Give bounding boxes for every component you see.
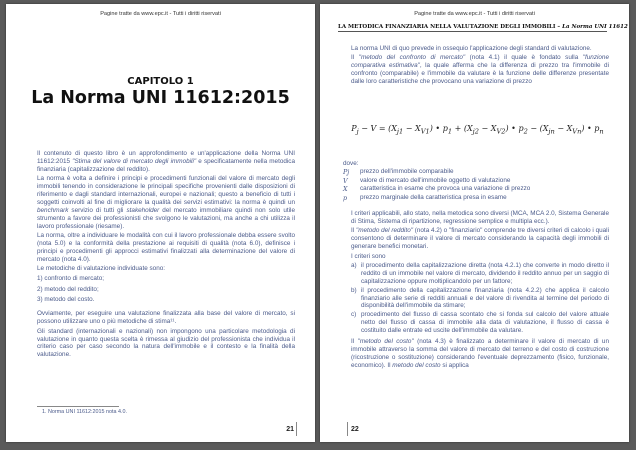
chapter-title: La Norma UNI 11612:2015 — [31, 88, 290, 108]
method-list-item: 1) confronto di mercato; — [37, 274, 104, 282]
page-number: 21 — [286, 426, 294, 433]
paragraph: La norma è volta a definire i principi e procedimenti funzionali del valore di mercato degli immobili tenendo in considerazione le principali specifiche provenienti dalle disposizioni di riferimento e dagli standard internazionali, europei e nazionali; questo a beneficio di tutti i soggetti coinvolti al fine di migliorare la qualità dei servizi estimativi: la norma è quindi un benchmark servizio di tutti gli stakeholder del mercato immobiliare quindi non solo utile strumento a favore dei professionisti che svolgono le valutazioni, ma anche a chi utilizza il lavoro professionale (riesame). — [37, 175, 295, 230]
right-body-text-top — [351, 45, 609, 88]
paragraph: Il contenuto di questo libro è un approfondimento e un'applicazione della Norma UNI 11612:2015 "Stima del valore di mercato degli immobili" e specificatamente nella metodica finanziaria (capitalizzazione del reddito). — [37, 150, 295, 173]
left-body-text — [37, 150, 295, 361]
paragraph: Il "metodo del confronto di mercato" (nota 4.1) il quale è fondato sulla "funzione comparativa estimativa", la quale afferma che la differenza di prezzo tra l'immobile di confronto (comparabile) e l'immobile da valutare è la funzione delle differenze presentate dalle loro caratteristiche che provocano una variazione di prezzo — [351, 54, 609, 86]
price-formula: $P_j - V = (X_{j1} - X_{V1})$ • $p_1 + (X_{j2} - X_{V2})$ • $p_2 - (X_{jn} - X_{Vn})$ • $p_n$ — [351, 124, 604, 136]
variable-row: p prezzo marginale della caratteristica presa in esame — [343, 193, 507, 202]
page-number: 22 — [351, 426, 359, 433]
right-body-text-bottom — [351, 210, 609, 371]
paragraph: Il "metodo del costo" (nota 4.3) è finalizzato a determinare il valore di mercato di un immobile attraverso la somma del valore di mercato del terreno e del costo di costruzione (ricostruzione o sostituzione) considerando l'eventuale deprezzamento (fisico, funzionale, economico). Il metodo del costo si applica — [351, 338, 609, 369]
variable-row: Pj prezzo dell'immobile comparabile — [343, 168, 454, 177]
page-number-rule — [296, 422, 297, 436]
method-list-item: 3) metodo del costo. — [37, 296, 95, 304]
dove-label: dove: — [343, 160, 359, 167]
criterion-item: b) il procedimento della capitalizzazione finanziaria (nota 4.2.2) che applica il calcolo finanziario alle serie di redditi annuali e del valore di rivendita al termine del periodo di disponibilità dell'immobile da stimare; — [351, 286, 609, 310]
paragraph: I criteri sono — [351, 252, 386, 260]
paragraph: Ovviamente, per eseguire una valutazione finalizzata alla base del valore di mercato, si possono utilizzare uno o più metodiche di stima¹¹. — [37, 310, 295, 326]
variable-row: X caratteristica in esame che provoca una variazione di prezzo — [343, 185, 531, 194]
paragraph: Il "metodo del reddito" (nota 4.2) o "finanziario" comprende tre diversi criteri di calcolo i quali consentono di determinare il valore di mercato considerando la capacità degli immobili di generare benefici monetari. — [351, 227, 609, 251]
page-number-rule — [347, 422, 348, 436]
right-page — [320, 4, 629, 442]
page-header-note: Pagine tratte da www.epc.it - Tutti i diritti riservati — [414, 11, 535, 17]
paragraph: La norma, oltre a individuare le modalità con cui il lavoro professionale debba essere svolto (nota 5.0) e la conformità della prestazione ai requisiti di qualità (nota 6.0), definisce i principi e procedimenti gli approcci estimativi finalizzati alla determinazione del valore di mercato (nota 4.0). — [37, 232, 295, 263]
left-page — [6, 4, 315, 442]
footnote: 1. Norma UNI 11612:2015 nota 4.0. — [42, 409, 128, 415]
paragraph: Le metodiche di valutazione individuate sono: — [37, 265, 166, 273]
running-head: LA METODICA FINANZIARIA NELLA VALUTAZIONE DEGLI IMMOBILI – La Norma UNI 11612 — [338, 24, 628, 30]
method-list-item: 2) metodo del reddito; — [37, 285, 99, 293]
paragraph: La norma UNI di quo prevede in ossequio l'applicazione degli standard di valutazione. — [351, 45, 592, 52]
paragraph: Gli standard (internazionali e nazionali) non impongono una particolare metodologia di valutazione in quanto questa scelta è rimessa al giudizio del professionista che individua il criterio caso per caso secondo la natura dell'immobile e il contesto e la finalità della valutazione. — [37, 327, 295, 359]
variable-row: V valore di mercato dell'immobile oggetto di valutazione — [343, 176, 511, 185]
chapter-label: CAPITOLO 1 — [127, 76, 194, 87]
criterion-item: a) il procedimento della capitalizzazione diretta (nota 4.2.1) che converte in modo diretto il reddito di un immobile nel valore di mercato, dividendo il reddito annuo per un saggio di capitalizzazione oppure moltiplicandolo per un fattore; — [351, 261, 609, 285]
page-header-note: Pagine tratte da www.epc.it - Tutti i diritti riservati — [100, 11, 221, 17]
paragraph: I criteri applicabili, allo stato, nella metodica sono diversi (MCA, MCA 2.0, Sistema Generale di Stima, Sistema di ripartizione, regressione semplice e multipla ecc.). — [351, 210, 609, 225]
footnote-divider — [37, 406, 119, 407]
criterion-item: c) procedimento del flusso di cassa scontato che si fonda sul calcolo del valore attuale netto del flusso di cassa di immobile alla data di valutazione, il flusso di cassa è costituito dalle entrate ed uscite dell'immobile da valutare. — [351, 311, 609, 335]
variable-definitions — [343, 160, 613, 202]
